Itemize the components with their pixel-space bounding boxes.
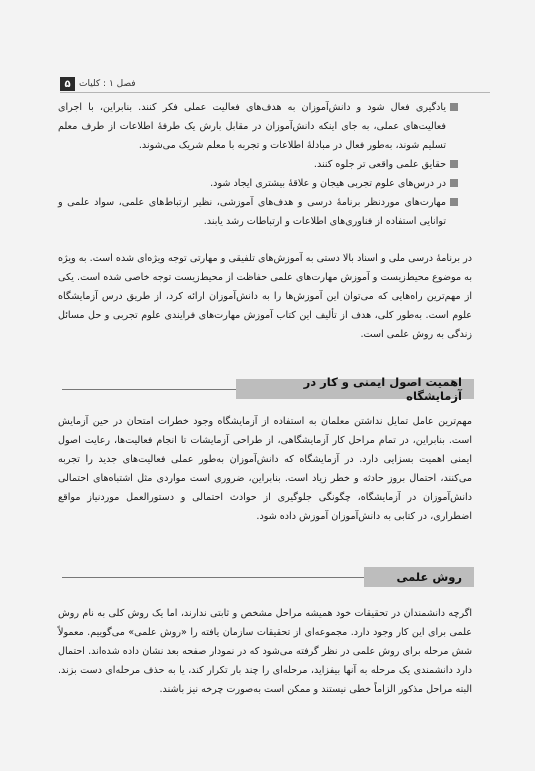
bullet-list — [58, 98, 458, 231]
body-paragraph: در برنامهٔ درسی ملی و اسناد بالا دستی به آموزش‌های تلفیقی و مهارتی توجه ویژه‌ای شده است. به ویژه به موضوع محیط‌زیست و آموزش مهارت‌های علمی حفاظت از محیط‌زیست توجه خاصی شده است. یکی از مهم‌ترین راه‌هایی که می‌توان این آموزش‌ها را به دانش‌آموزان ارائه کرد، از طریق درس آزمایشگاه علوم است. به‌طور کلی، هدف از تألیف این کتاب آموزش مهارت‌های فرایندی علوم تجربی و حل مسائل زندگی به روش علمی است. — [58, 253, 472, 340]
section-title: روش علمی — [396, 570, 462, 584]
section-title: اهمیت اصول ایمنی و کار در آزمایشگاه — [303, 375, 462, 403]
page-number: ۵ — [60, 77, 75, 91]
chapter-title: فصل ۱ : کلیات — [79, 79, 136, 89]
section-rule — [62, 577, 364, 578]
section-title-bar — [364, 567, 474, 587]
section-rule — [62, 389, 236, 390]
body-paragraph: اگرچه دانشمندان در تحقیقات خود همیشه مراحل مشخص و ثابتی ندارند، اما یک روش کلی به نام روش علمی برای این کار وجود دارد. مجموعه‌ای از تحقیقات سازمان یافته را «روش علمی» می‌گوییم. معمولاً شش مرحله برای روش علمی در نظر گرفته می‌شود که در نمودار صفحه بعد نشان داده شده‌اند. احتمال دارد دانشمندی یک مرحله به آنها بیفزاید، مرحله‌ای را چند بار تکرار کند، یا به حذف مرحله‌ای دست بزند. البته مراحل مذکور الزاماً خطی نیستند و ممکن است به‌صورت چرخه نیز باشند. — [58, 608, 472, 695]
section-heading — [62, 375, 474, 403]
bullet-item: در درس‌های علوم تجربی هیجان و علاقهٔ بیشتری ایجاد شود. — [58, 174, 458, 193]
running-header — [60, 77, 136, 91]
bullet-item: حقایق علمی واقعی تر جلوه کنند. — [58, 155, 458, 174]
section-heading — [62, 567, 474, 587]
bullet-item: یادگیری فعال شود و دانش‌آموزان به هدف‌های فعالیت عملی فکر کنند. بنابراین، با اجرای فعالیت‌های عملی، به جای اینکه دانش‌آموزان در مقابل بارش یک طرفهٔ اطلاعات از طرف معلم تسلیم شوند، به‌طور فعال در مبادلهٔ اطلاعات و تجربه با معلم شریک می‌شوند. — [58, 98, 458, 155]
bullet-item: مهارت‌های موردنظر برنامهٔ درسی و هدف‌های آموزشی، نظیر ارتباط‌های علمی، سواد علمی و توانایی استفاده از فناوری‌های اطلاعات و ارتباطات رشد یابند. — [58, 193, 458, 231]
section-title-bar — [236, 375, 474, 403]
header-rule — [60, 92, 490, 93]
body-paragraph: مهم‌ترین عامل تمایل نداشتن معلمان به استفاده از آزمایشگاه وجود خطرات امتحان در حین آزمایش است. بنابراین، در تمام مراحل کار آزمایشگاهی، از طراحی آزمایشات تا انجام فعالیت‌ها، رعایت اصول ایمنی اهمیت بسزایی دارد. در آزمایشگاه که دانش‌آموزان به‌طور عملی فعالیت‌های جدید را تجربه می‌کنند، احتمال بروز حادثه و خطر زیاد است. بنابراین، ضروری است مواردی مثل اشتباه‌های احتمالی دانش‌آموزان در آزمایشگاه، چگونگی جلوگیری از حوادث احتمالی و دستورالعمل موردنیاز مواقع اضطراری، در کتابی به دانش‌آموزان آموزش داده شود. — [58, 416, 472, 522]
